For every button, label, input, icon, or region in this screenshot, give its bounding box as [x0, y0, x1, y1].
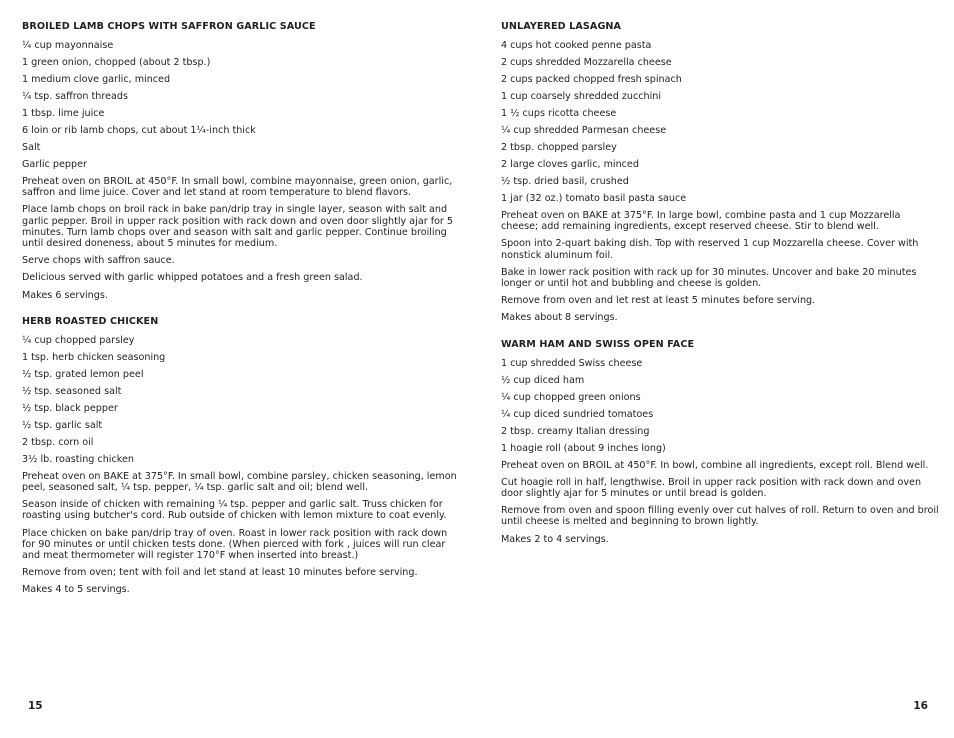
- recipe-herb-roasted-chicken: [22, 316, 462, 596]
- ingredient-line: 2 cups packed chopped fresh spinach: [501, 74, 682, 85]
- instruction-paragraph: Season inside of chicken with remaining ¼ tsp. pepper and garlic salt. Truss chicken for roasting using butcher's cord. Rub outside of chicken with lemon mixture to coat evenly.: [22, 499, 447, 522]
- instruction-paragraph: Bake in lower rack position with rack up for 30 minutes. Uncover and bake 20 minutes longer or until hot and bubbling and cheese is golden.: [501, 266, 917, 290]
- instruction-paragraph: Remove from oven; tent with foil and let stand at least 10 minutes before serving.: [22, 567, 418, 579]
- ingredient-line: 1 hoagie roll (about 9 inches long): [501, 442, 666, 454]
- servings-line: Makes about 8 servings.: [501, 312, 618, 324]
- ingredient-line: 1 cup shredded Swiss cheese: [501, 357, 643, 369]
- ingredient-line: Salt: [22, 142, 41, 153]
- ingredient-line: ½ tsp. seasoned salt: [22, 385, 122, 397]
- ingredient-line: ¼ tsp. saffron threads: [22, 91, 128, 102]
- page-number-right: 16: [913, 700, 928, 712]
- ingredient-line: ¼ cup chopped parsley: [22, 334, 135, 346]
- ingredient-line: ½ cup diced ham: [501, 374, 585, 386]
- ingredient-line: 2 tbsp. chopped parsley: [501, 142, 617, 153]
- servings-line: Makes 4 to 5 servings.: [22, 584, 130, 596]
- servings-line: Makes 2 to 4 servings.: [501, 533, 609, 545]
- ingredient-line: 1 jar (32 oz.) tomato basil pasta sauce: [501, 193, 687, 204]
- instruction-paragraph: Serve chops with saffron sauce.: [22, 255, 175, 267]
- ingredient-line: 2 cups shredded Mozzarella cheese: [501, 57, 672, 68]
- instruction-paragraph: Delicious served with garlic whipped potatoes and a fresh green salad.: [22, 272, 363, 284]
- instruction-paragraph: Preheat oven on BROIL at 450°F. In small bowl, combine mayonnaise, green onion, garlic, saffron and lime juice. Cover and let stand at room temperature to blend flavors.: [22, 176, 453, 199]
- ingredient-line: 1 green onion, chopped (about 2 tbsp.): [22, 57, 211, 68]
- instruction-paragraph: Spoon into 2-quart baking dish. Top with reserved 1 cup Mozzarella cheese. Cover with nonstick aluminum foil.: [501, 238, 919, 261]
- ingredient-line: 1 tbsp. lime juice: [22, 108, 105, 119]
- instruction-paragraph: Remove from oven and spoon filling evenly over cut halves of roll. Return to oven and broil until cheese is melted and beginning to brown lightly.: [501, 505, 939, 528]
- ingredient-line: 4 cups hot cooked penne pasta: [501, 40, 652, 51]
- left-page-column: [22, 21, 462, 602]
- ingredient-line: 1 cup coarsely shredded zucchini: [501, 91, 662, 102]
- ingredient-line: 2 large cloves garlic, minced: [501, 159, 639, 170]
- recipe-lamb-chops: [22, 21, 462, 301]
- ingredient-line: ½ tsp. black pepper: [22, 402, 118, 414]
- recipe-title: UNLAYERED LASAGNA: [501, 21, 622, 32]
- ingredient-line: ¼ cup chopped green onions: [501, 391, 641, 403]
- page-number-left: 15: [28, 700, 43, 712]
- recipe-unlayered-lasagna: [501, 21, 939, 324]
- ingredient-line: ¼ cup shredded Parmesan cheese: [501, 125, 667, 136]
- instruction-paragraph: Preheat oven on BAKE at 375°F. In large bowl, combine pasta and 1 cup Mozzarella cheese; add remaining ingredients, except reserved cheese. Stir to blend well.: [501, 210, 901, 233]
- right-page-column: [501, 21, 939, 551]
- ingredient-line: ½ tsp. grated lemon peel: [22, 368, 144, 380]
- ingredient-line: ¼ cup diced sundried tomatoes: [501, 408, 654, 420]
- recipe-warm-ham-swiss: [501, 339, 939, 545]
- instruction-paragraph: Place chicken on bake pan/drip tray of oven. Roast in lower rack position with rack down for 90 minutes or until chicken tests done. (When pierced with fork , juices will run clear and meat thermometer will register 170°F when inserted into breast.): [22, 527, 448, 562]
- ingredient-line: ½ tsp. dried basil, crushed: [501, 176, 629, 187]
- recipe-title: HERB ROASTED CHICKEN: [22, 315, 159, 327]
- ingredient-line: 1 tsp. herb chicken seasoning: [22, 351, 166, 363]
- instruction-paragraph: Cut hoagie roll in half, lengthwise. Broil in upper rack position with rack down and oven door slightly ajar for 5 minutes or until bread is golden.: [501, 476, 922, 500]
- ingredient-line: Garlic pepper: [22, 159, 87, 170]
- instruction-paragraph: Place lamb chops on broil rack in bake pan/drip tray in single layer, season with salt and garlic pepper. Broil in upper rack position with rack down and oven door slightly ajar for 5 minutes. Turn lamb chops over and season with salt and garlic pepper. Continue broiling until desired doneness, about 5 minutes for medium.: [22, 204, 454, 250]
- ingredient-line: 6 loin or rib lamb chops, cut about 1¼-inch thick: [22, 125, 256, 136]
- servings-line: Makes 6 servings.: [22, 289, 108, 301]
- instruction-paragraph: Preheat oven on BROIL at 450°F. In bowl, combine all ingredients, except roll. Blend well.: [501, 459, 929, 471]
- recipe-title: BROILED LAMB CHOPS WITH SAFFRON GARLIC SAUCE: [22, 21, 316, 32]
- ingredient-line: 2 tbsp. creamy Italian dressing: [501, 425, 650, 437]
- ingredient-line: 2 tbsp. corn oil: [22, 436, 94, 448]
- ingredient-line: ½ tsp. garlic salt: [22, 419, 103, 431]
- ingredient-line: 1 medium clove garlic, minced: [22, 74, 171, 85]
- ingredient-line: ¼ cup mayonnaise: [22, 40, 114, 51]
- instruction-paragraph: Preheat oven on BAKE at 375°F. In small bowl, combine parsley, chicken seasoning, lemon peel, seasoned salt, ¼ tsp. pepper, ¼ tsp. garlic salt and oil; blend well.: [22, 470, 457, 494]
- recipe-title: WARM HAM AND SWISS OPEN FACE: [501, 338, 695, 350]
- ingredient-line: 3½ lb. roasting chicken: [22, 453, 134, 465]
- instruction-paragraph: Remove from oven and let rest at least 5 minutes before serving.: [501, 295, 816, 307]
- ingredient-line: 1 ½ cups ricotta cheese: [501, 108, 617, 119]
